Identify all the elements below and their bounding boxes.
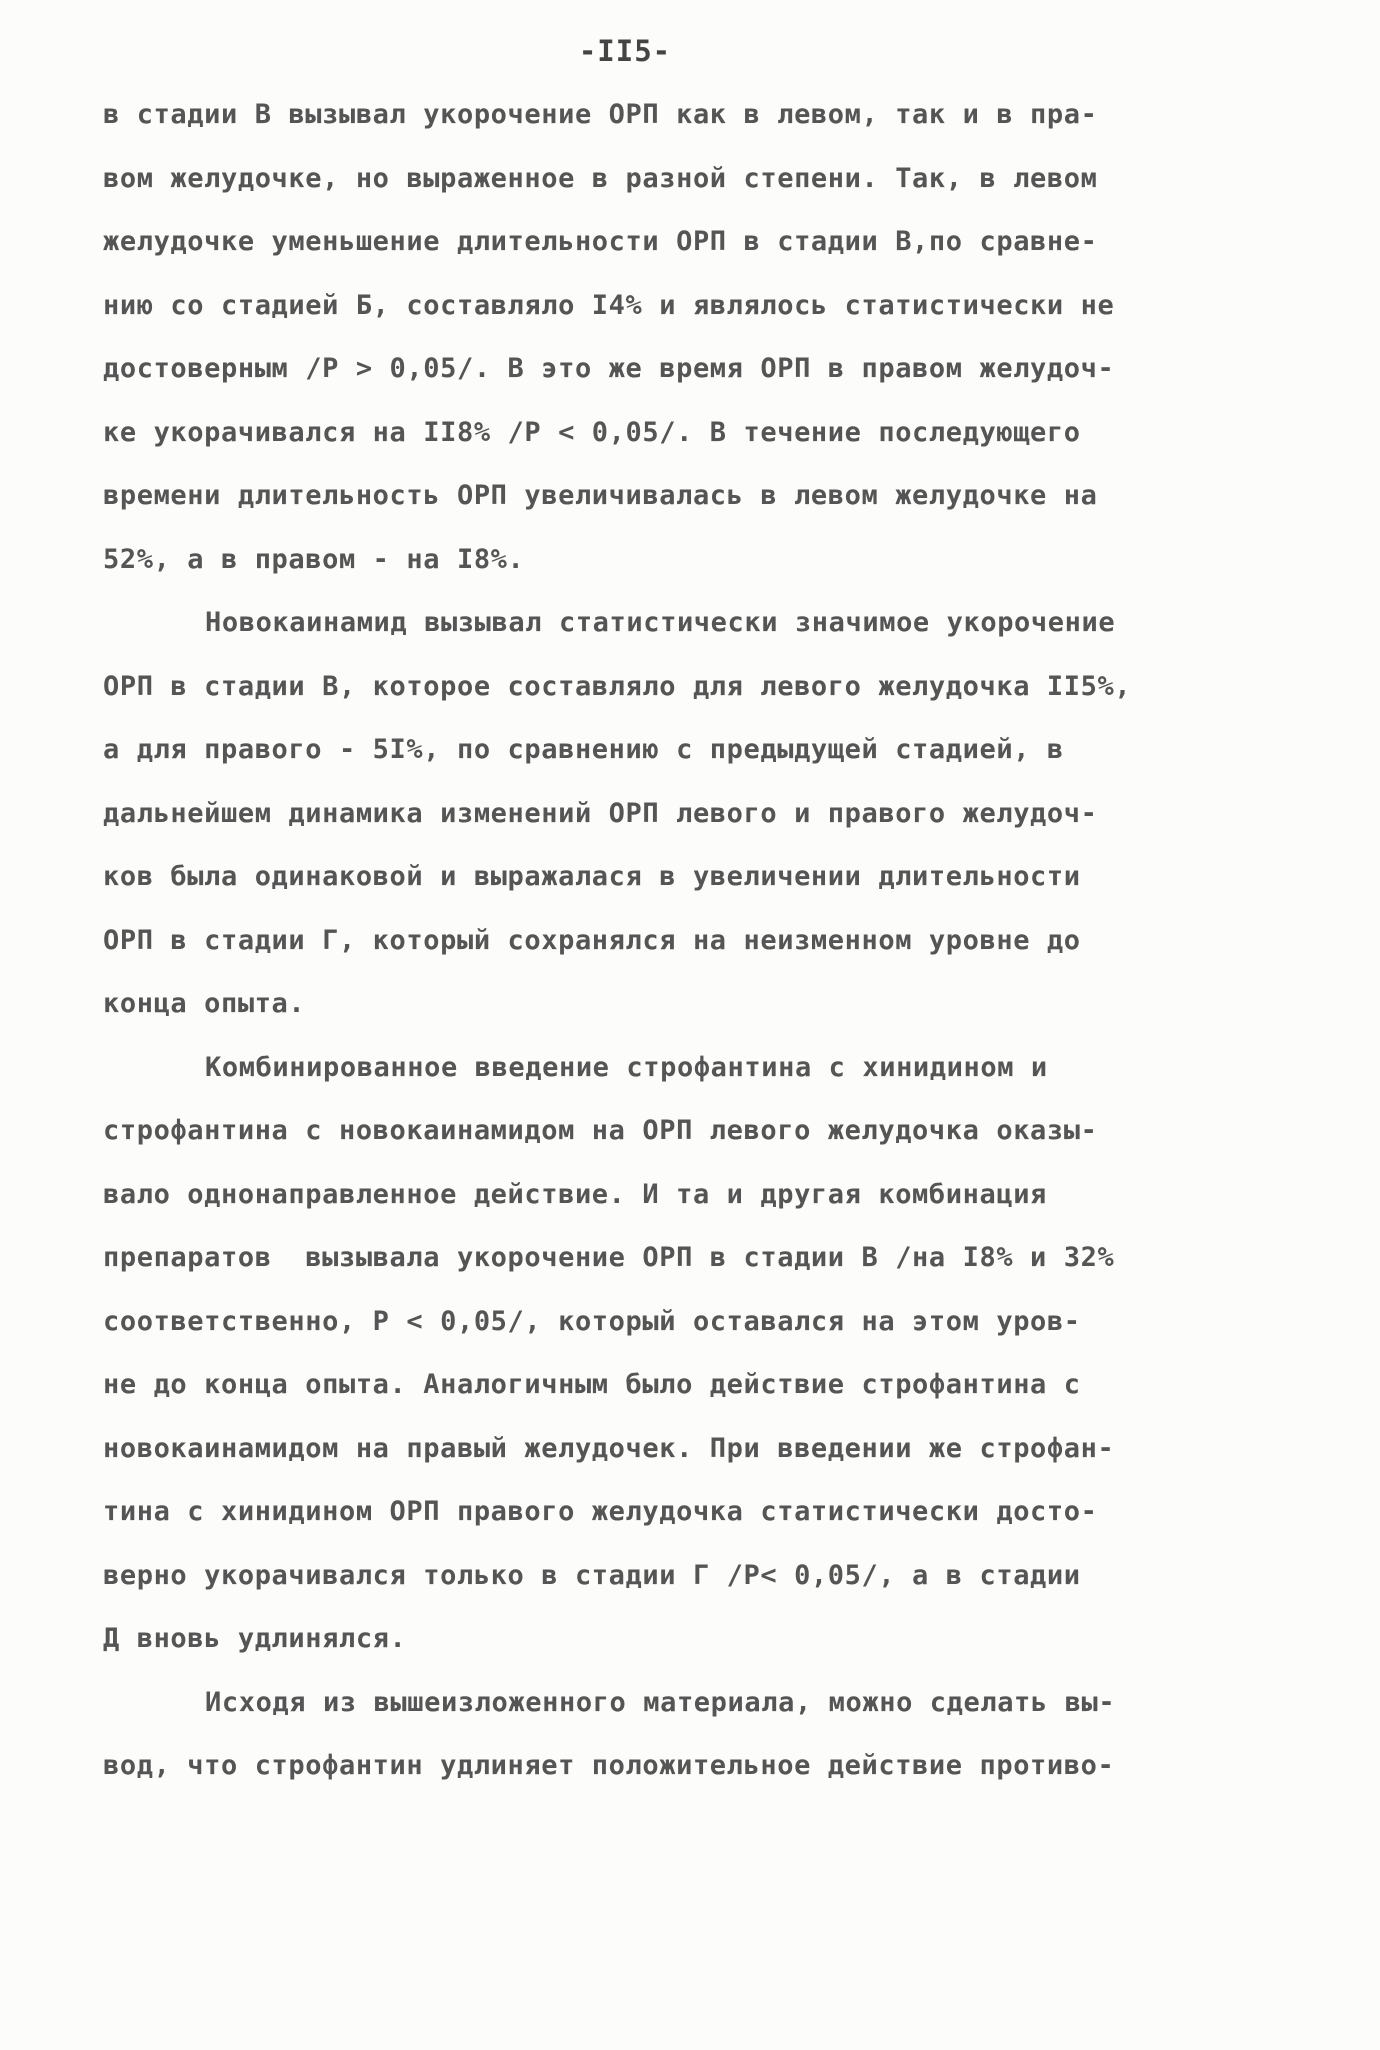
text-line: новокаинамидом на правый желудочек. При введении же строфан- — [103, 1432, 1115, 1464]
text-line: 52%, а в правом - на I8%. — [103, 543, 525, 575]
text-line: Исходя из вышеизложенного материала, можно сделать вы- — [205, 1686, 1116, 1718]
text-line: вало однонаправленное действие. И та и другая комбинация — [103, 1178, 1047, 1210]
page-number: -II5- — [578, 34, 672, 68]
text-line: достоверным /Р > 0,05/. В это же время ОРП в правом желудоч- — [103, 353, 1115, 384]
text-line: желудочке уменьшение длительности ОРП в стадии В,по сравне- — [103, 226, 1098, 257]
text-line: вод, что строфантин удлиняет положительное действие противо- — [103, 1750, 1115, 1781]
text-line: соответственно, Р < 0,05/, который оставался на этом уров- — [103, 1305, 1081, 1337]
text-line: в стадии В вызывал укорочение ОРП как в левом, так и в пра- — [103, 99, 1098, 130]
text-line: ке укорачивался на II8% /Р < 0,05/. В течение последующего — [103, 416, 1081, 448]
text-line: Новокаинамид вызывал статистически значимое укорочение — [205, 607, 1116, 638]
text-line: верно укорачивался только в стадии Г /Р< 0,05/, а в стадии — [103, 1559, 1081, 1591]
text-line: ков была одинаковой и выражалася в увеличении длительности — [103, 861, 1081, 892]
text-line: вом желудочке, но выраженное в разной степени. Так, в левом — [103, 162, 1098, 194]
text-line: Д вновь удлинялся. — [103, 1623, 407, 1654]
text-line: ОРП в стадии В, которое составляло для левого желудочка II5%, — [103, 670, 1132, 702]
text-line: конца опыта. — [103, 988, 306, 1019]
text-line: строфантина с новокаинамидом на ОРП левого желудочка оказы- — [103, 1115, 1098, 1146]
text-line: ОРП в стадии Г, который сохранялся на неизменном уровне до — [103, 924, 1081, 956]
text-line: времени длительность ОРП увеличивалась в левом желудочке на — [103, 480, 1098, 511]
text-line: не до конца опыта. Аналогичным было действие строфантина с — [103, 1369, 1081, 1400]
text-line: препаратов вызывала укорочение ОРП в стадии В /на I8% и 32% — [103, 1242, 1115, 1273]
text-line: Комбинированное введение строфантина с хинидином и — [205, 1051, 1048, 1083]
text-line: а для правого - 5I%, по сравнению с предыдущей стадией, в — [103, 734, 1064, 765]
text-line: дальнейшем динамика изменений ОРП левого и правого желудоч- — [103, 797, 1098, 829]
text-line: нию со стадией Б, составляло I4% и являлось статистически не — [103, 289, 1115, 321]
text-line: тина с хинидином ОРП правого желудочка статистически досто- — [103, 1496, 1098, 1527]
